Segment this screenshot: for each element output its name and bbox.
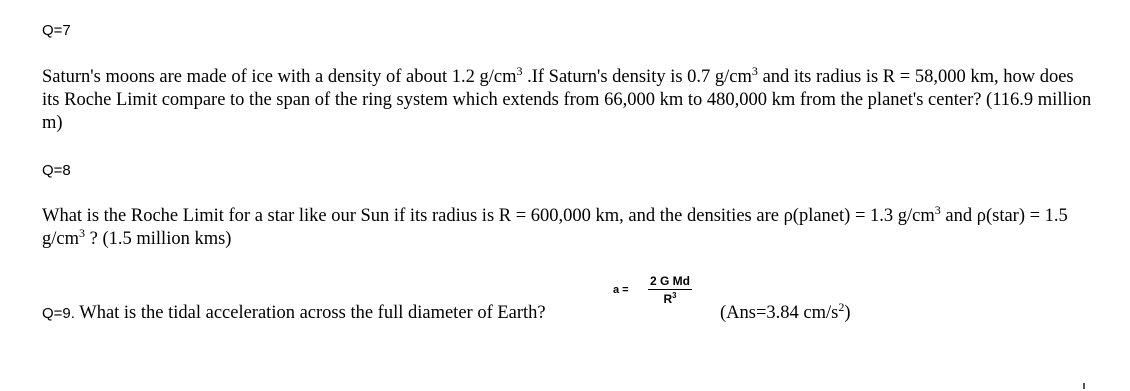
question-7-text (42, 63, 1092, 135)
answer-suffix: ) (844, 303, 851, 323)
answer-exponent: 2 (838, 299, 845, 314)
q8-text-part-3: ? (1.5 million kms) (85, 229, 232, 249)
q8-superscript-2: 3 (79, 225, 86, 240)
question-9-text: What is the tidal acceleration across the full diameter of Earth? (74, 303, 546, 323)
formula-denominator-exponent: 3 (672, 291, 677, 300)
question-8-text (42, 202, 1102, 251)
formula-numerator: 2 G Md (650, 274, 691, 288)
q7-superscript-1: 3 (516, 63, 523, 78)
formula-denominator-base: R (663, 292, 673, 306)
answer-prefix: (Ans=3.84 cm/s (720, 303, 839, 323)
tidal-acceleration-formula (648, 274, 692, 306)
q8-superscript-1: 3 (934, 202, 941, 217)
formula-lhs: a = (613, 284, 629, 296)
q7-superscript-2: 3 (751, 63, 758, 78)
q8-text-part-2: and ρ(star) = 1.5 g/cm (42, 206, 1068, 249)
question-7-label: Q=7 (42, 22, 71, 39)
page-edge-mark (1083, 383, 1085, 389)
formula-denominator (648, 290, 692, 306)
question-8-label: Q=8 (42, 162, 71, 179)
q7-text-part-2: .If Saturn's density is 0.7 g/cm (522, 67, 752, 87)
question-9-line (42, 302, 546, 325)
q7-text-part-3: and its radius is R = 58,000 km, how does its Roche Limit compare to the span of the ring system which extends from 66,000 km to 480,000 km from the planet's center? (116.9 million m) (42, 67, 1092, 133)
q8-text-part-1: What is the Roche Limit for a star like our Sun if its radius is R = 600,000 km, and the densities are ρ(planet) = 1.3 g/cm (42, 206, 935, 226)
question-9-label: Q=9. (42, 305, 75, 322)
q7-text-part-1: Saturn's moons are made of ice with a density of about 1.2 g/cm (42, 67, 517, 87)
question-9-answer (720, 299, 851, 325)
